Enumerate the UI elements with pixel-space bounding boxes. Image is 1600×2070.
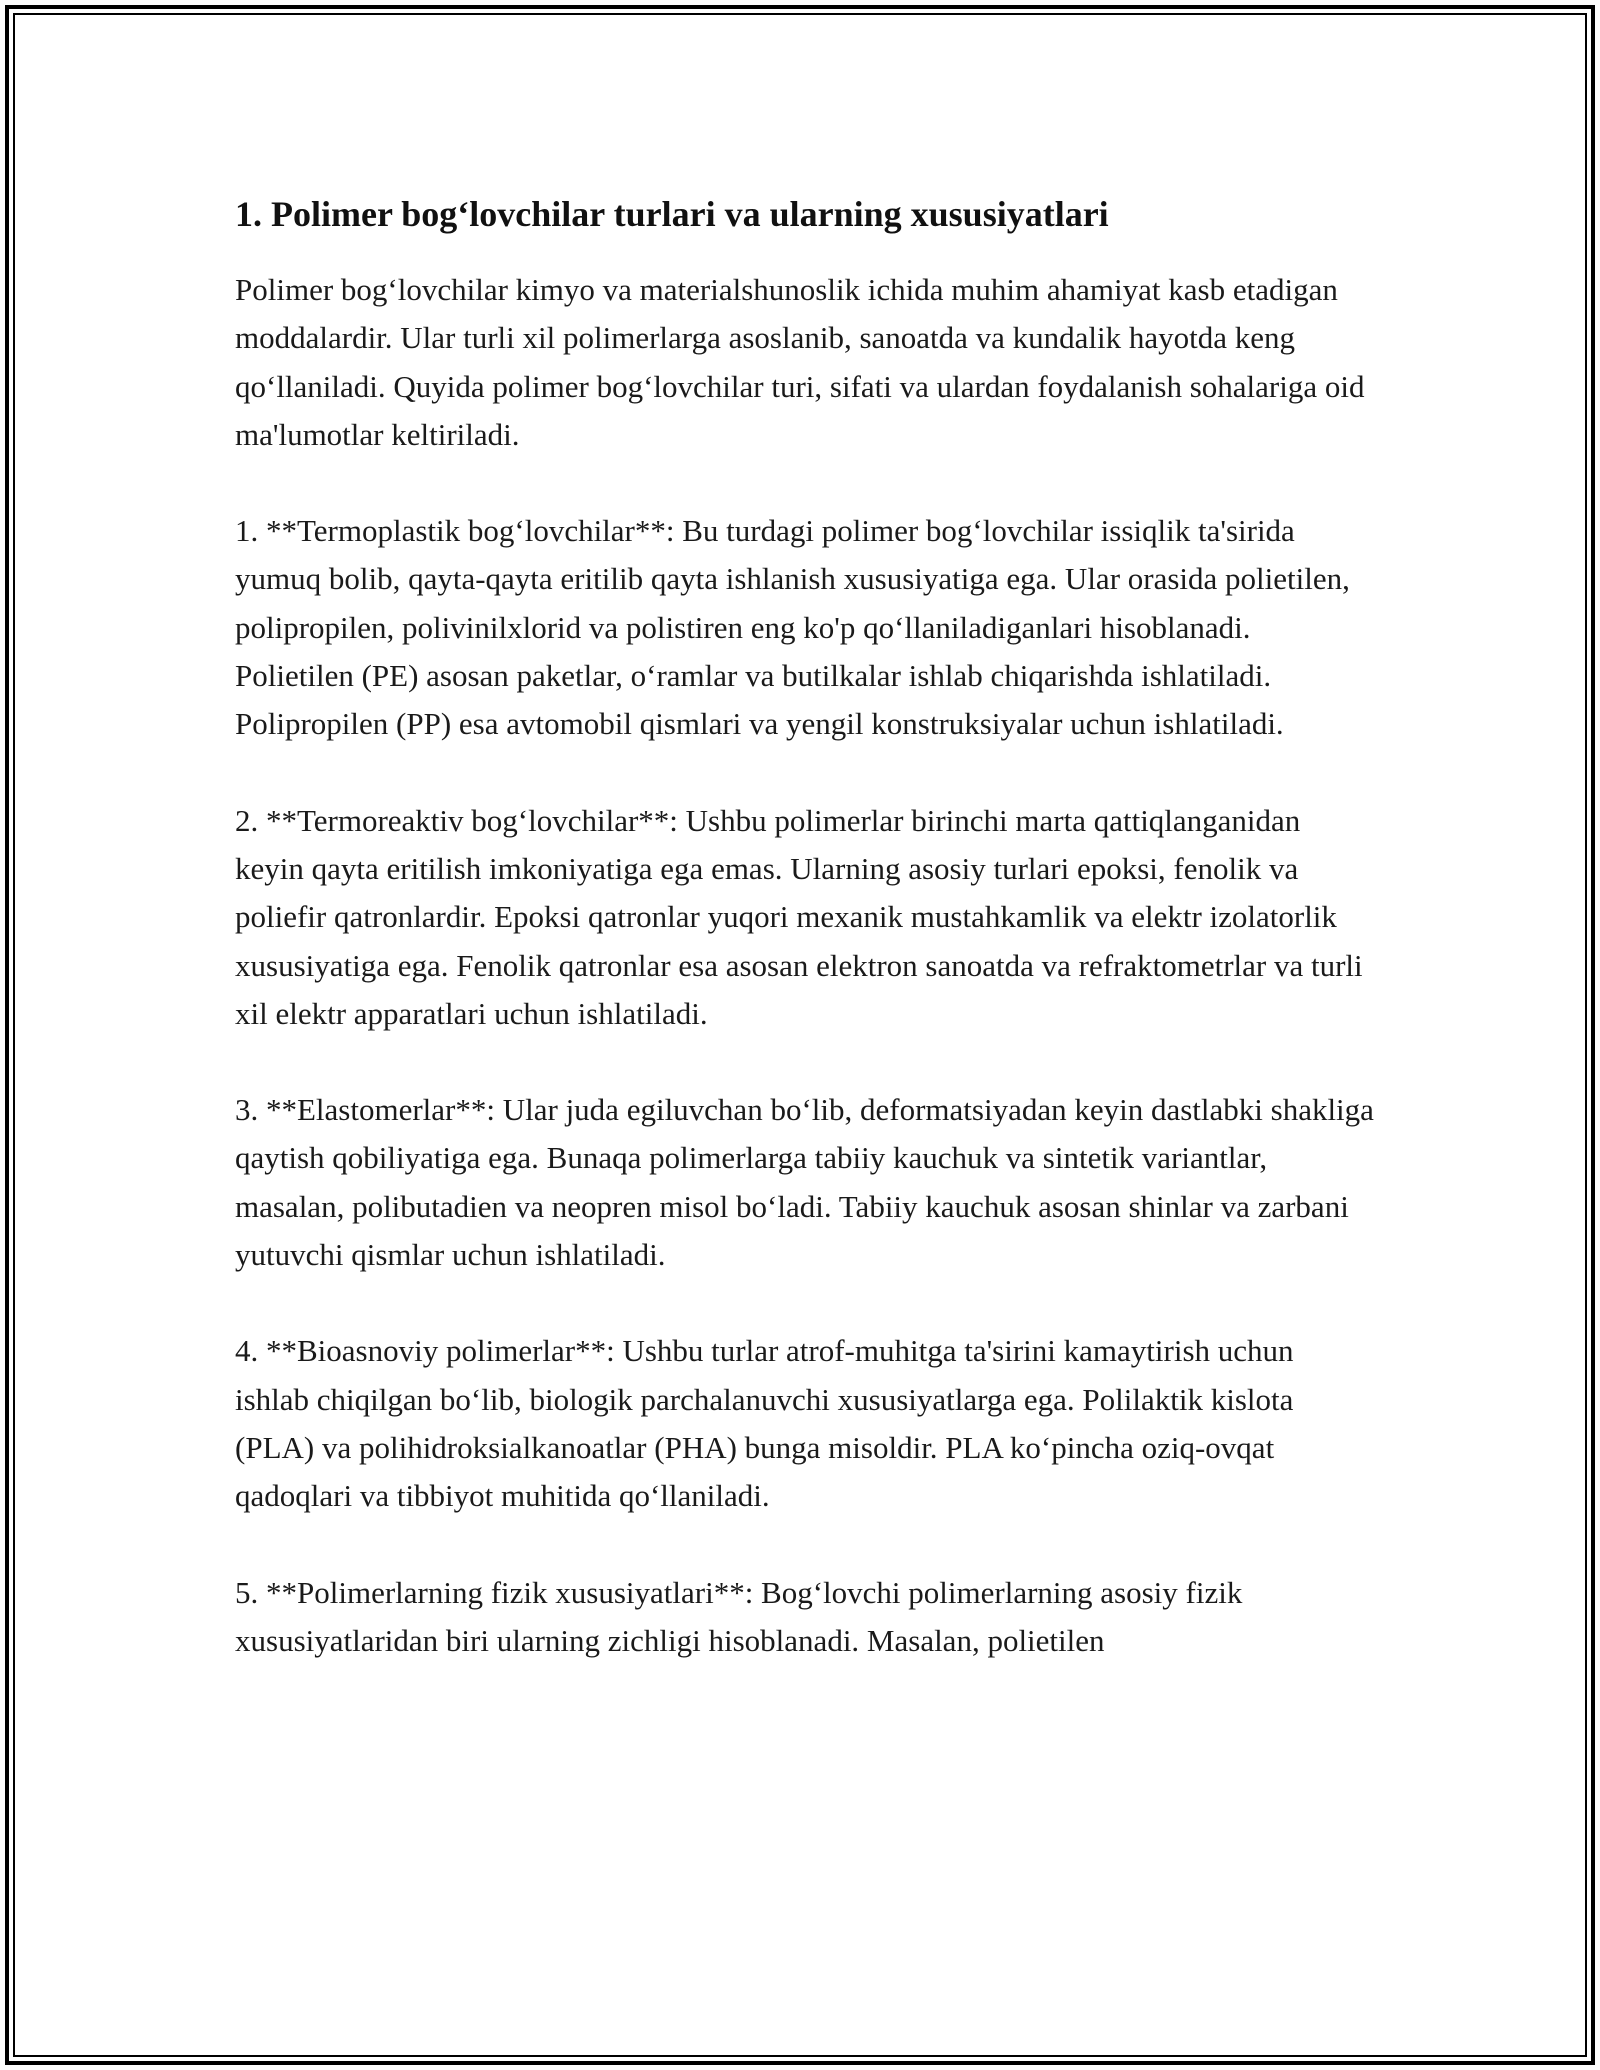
paragraph-elastomers: 3. **Elastomerlar**: Ular juda egiluvchan bo‘lib, deformatsiyadan keyin dastlabki shakliga qaytish qobiliyatiga ega. Bunaqa polimerlarga tabiiy kauchuk va sintetik variantlar, masalan, polibutadien va neopren misol bo‘ladi. Tabiiy kauchuk asosan shinlar va zarbani yutuvchi qismlar uchun ishlatiladi. (235, 1092, 1374, 1273)
paragraph-thermoset: 2. **Termoreaktiv bog‘lovchilar**: Ushbu polimerlar birinchi marta qattiqlanganidan keyin qayta eritilish imkoniyatiga ega emas. Ularning asosiy turlari epoksi, fenolik va poliefir qatronlardir. Epoksi qatronlar yuqori mexanik mustahkamlik va elektr izolatorlik xususiyatiga ega. Fenolik qatronlar esa asosan elektron sanoatda va refraktometrlar va turli xil elektr apparatlari uchun ishlatiladi. (235, 802, 1363, 1031)
paragraph-biopolymers: 4. **Bioasnoviy polimerlar**: Ushbu turlar atrof-muhitga ta'sirini kamaytirish uchun ishlab chiqilgan bo‘lib, biologik parchalanuvchi xususiyatlarga ega. Polilaktik kislota (PLA) va polihidroksialkanoatlar (PHA) bunga misoldir. PLA ko‘pincha oziq-ovqat qadoqlari va tibbiyot muhitida qo‘llaniladi. (235, 1333, 1294, 1514)
document-title: 1. Polimer bog‘lovchilar turlari va ularning xususiyatlari (235, 194, 1109, 234)
paragraph-intro: Polimer bog‘lovchilar kimyo va materialshunoslik ichida muhim ahamiyat kasb etadigan moddalardir. Ular turli xil polimerlarga asoslanib, sanoatda va kundalik hayotda keng qo‘llaniladi. Quyida polimer bog‘lovchilar turi, sifati va ulardan foydalanish sohalariga oid ma'lumotlar keltiriladi. (235, 272, 1365, 452)
document-body (235, 190, 1375, 1665)
paragraph-thermoplastic: 1. **Termoplastik bog‘lovchilar**: Bu turdagi polimer bog‘lovchilar issiqlik ta'sirida yumuq bolib, qayta-qayta eritilib qayta ishlanish xususiyatiga ega. Ular orasida polietilen, polipropilen, polivinilxlorid va polistiren eng ko'p qo‘llaniladiganlari hisoblanadi. Polietilen (PE) asosan paketlar, o‘ramlar va butilkalar ishlab chiqarishda ishlatiladi. Polipropilen (PP) esa avtomobil qismlari va yengil konstruksiyalar uchun ishlatiladi. (235, 513, 1350, 742)
paragraph-physical-properties: 5. **Polimerlarning fizik xususiyatlari**: Bog‘lovchi polimerlarning asosiy fizik xususiyatlaridan biri ularning zichligi hisoblanadi. Masalan, polietilen (235, 1574, 1243, 1658)
